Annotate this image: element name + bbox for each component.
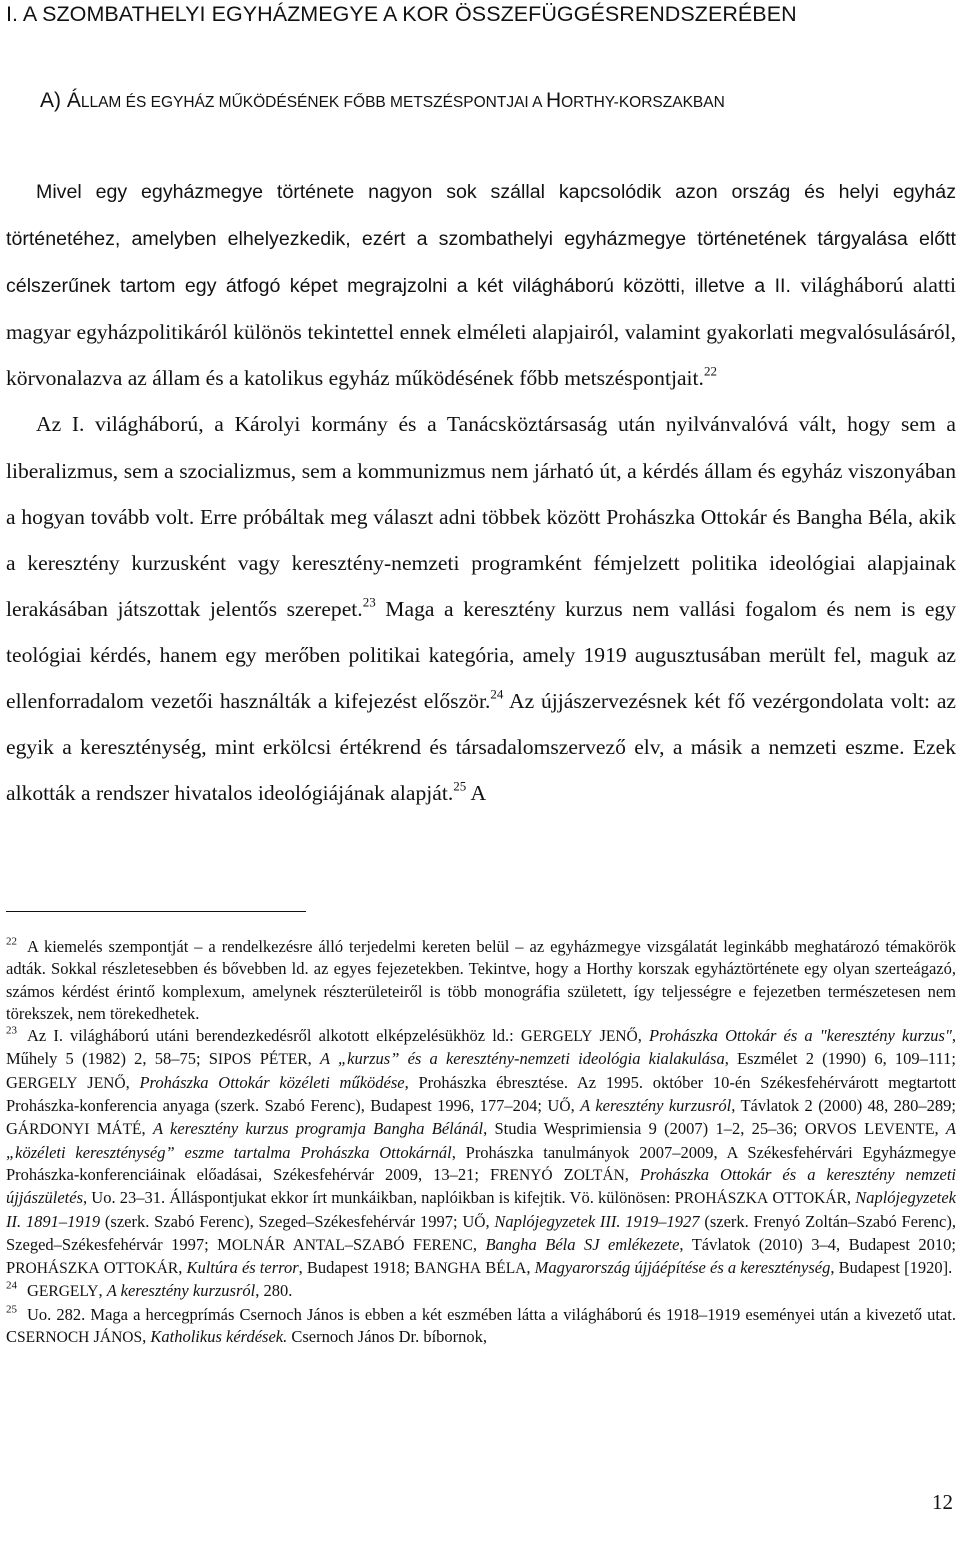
author-smallcaps: ÁNOS <box>99 1329 143 1347</box>
author-smallcaps: TTOKÁR <box>784 1190 847 1208</box>
author-smallcaps: ENŐ <box>605 1028 638 1046</box>
footnote-text: L <box>856 1119 875 1139</box>
author-smallcaps: ZABÓ <box>362 1236 405 1254</box>
footnote-text: , <box>141 1119 153 1139</box>
body-text-run: A <box>470 781 487 806</box>
author-smallcaps: ROHÁSZKA <box>15 1260 100 1278</box>
footnote-text: , <box>485 1211 495 1231</box>
author-smallcaps: OLTÁN <box>573 1166 625 1184</box>
author-smallcaps: ERGELY <box>38 1283 99 1301</box>
footnote-ref-25[interactable]: 25 <box>453 778 467 794</box>
page-number: 12 <box>932 1490 953 1514</box>
footnote-text: , Uo. 23–31. Álláspontjukat ekkor írt munkáikban, naplóikban is kifejtik. Vö. különösen: P <box>83 1188 684 1208</box>
chapter-title-text: I. A SZOMBATHELYI EGYHÁZMEGYE A KOR ÖSSZEFÜGGÉSRENDSZERÉBEN <box>6 2 797 26</box>
author-smallcaps: ÉLA <box>496 1260 527 1278</box>
footnote-text: A <box>285 1234 305 1254</box>
footnotes <box>6 936 956 1349</box>
footnote-text: , Prohászka ébresztése. Az 1995. október 10-én Székesfehérvárott megtartott Prohászka-konferencia anyaga (szerk. Szabó Ferenc), Budapest 1996, 177–204; U <box>6 1072 957 1116</box>
footnote-text: M <box>89 1119 112 1139</box>
footnote-text: J <box>592 1026 606 1046</box>
author-smallcaps: ENŐ <box>93 1074 126 1092</box>
footnote-text: O <box>768 1188 785 1208</box>
footnote-text: , <box>570 1096 581 1116</box>
footnote-text: P <box>251 1049 269 1069</box>
footnote-text: , <box>98 1281 107 1301</box>
author-smallcaps: ERGELY <box>17 1074 78 1092</box>
body-paragraph-2 <box>6 401 956 816</box>
footnote-text: Z <box>552 1164 574 1184</box>
footnote-text: –S <box>344 1234 363 1254</box>
footnote-text: Uo. 282. Maga a hercegprímás Csernoch János is ebben a két eszmében látta a világháború és 1918–1919 eseményei után a kivezető utat. C <box>6 1304 956 1347</box>
footnote-text: , <box>846 1188 856 1208</box>
author-smallcaps: SERNOCH <box>17 1329 90 1347</box>
footnote-25 <box>6 1304 956 1350</box>
work-title: Naplójegyzetek III. 1919–1927 <box>494 1211 700 1231</box>
author-smallcaps: IPOS <box>217 1051 252 1069</box>
footnote-text: , <box>125 1072 140 1092</box>
footnote-23 <box>6 1025 956 1280</box>
footnote-text: Az I. világháború utáni berendezkedésről alkotott elképzelésükhöz ld.: G <box>27 1026 533 1046</box>
footnote-text: , Budapest [1920]. <box>830 1258 953 1278</box>
section-title-part: A) Á <box>40 89 81 112</box>
section-title-part: H <box>545 89 562 112</box>
author-smallcaps: ÁTÉ <box>111 1121 142 1139</box>
footnote-text: , Távlatok 2 (2000) 48, 280–289; G <box>6 1096 957 1139</box>
work-title: Naplójegyzetek II. 1891–1919 <box>6 1188 956 1231</box>
footnote-text: B <box>481 1258 497 1278</box>
work-title: A keresztény kurzusról <box>580 1096 732 1116</box>
footnote-text: , Budapest 1918; B <box>298 1258 426 1278</box>
body-text-run: Az újjászervezésnek két fő vezérgondolata volt: az egyik a kereszténység, mint erkölcsi értékrend és társadalomszervező elv, a másik a nemzeti eszme. Ezek alkották a rendszer hivatalos ideológiájának alapját. <box>6 689 956 806</box>
author-smallcaps: ÉTER <box>268 1051 308 1069</box>
footnote-text: , <box>472 1234 486 1254</box>
footnote-text: , Prohászka tanulmányok 2007–2009, A Székesfehérvári Egyházmegye Prohászka-konferenciáinak előadásai, Székesfehérvár 2009, 13–21; F <box>6 1142 957 1184</box>
work-title: Kultúra és terror <box>186 1258 299 1278</box>
footnote-text: , Eszmélet 2 (1990) 6, 109–111; G <box>6 1049 956 1092</box>
footnote-text: A kiemelés szempontját – a rendelkezésre álló terjedelmi kereten belül – az egyházmegye vizsgálatát leginkább meghatározó témakörök adták. Sokkal részletesebben és bővebben ld. az egyes fejezetekben. Tekintve, hogy a Horthy korszak egyháztörténete egy olyan szerteágazó, számos kérdést érintő komplexum, amelynek részterületeiről is több monográfia született, így teljességre e fejezetben természetesen nem törekszek, nem törekedhetek. <box>6 937 956 1023</box>
footnote-text: , <box>307 1049 320 1069</box>
author-smallcaps: ROHÁSZKA <box>683 1190 769 1208</box>
work-title: Bangha Béla SJ emlékezete <box>485 1234 680 1254</box>
footnote-text: , <box>934 1119 946 1139</box>
footnote-text: J <box>77 1072 94 1092</box>
author-smallcaps: Ő <box>559 1098 571 1116</box>
footnote-ref-23[interactable]: 23 <box>362 594 376 610</box>
footnote-number: 25 <box>6 1303 17 1316</box>
footnote-text: J <box>89 1327 100 1347</box>
section-title-smallcaps: ORTHY-KORSZAKBAN <box>561 94 725 111</box>
author-smallcaps: NTAL <box>304 1236 345 1254</box>
body-text-run: Maga a keresztény kurzus nem vallási fogalom és nem is egy teológiai kérdés, hanem egy merőben politikai kategória, amely 1919 augusztusában merült fel, maguk az ellenforradalom vezetői használták a kifejezést először. <box>6 596 957 714</box>
work-title: A „közéleti kereszténység” eszme tartalma Prohászka Ottokárnál <box>6 1119 957 1162</box>
footnote-text: (szerk. Frenyó Zoltán–Szabó Ferenc), Szeged–Székesfehérvár 1997; M <box>6 1211 956 1254</box>
chapter-title <box>6 2 956 27</box>
author-smallcaps: EVENTE <box>874 1121 935 1139</box>
footnote-text: , Műhely 5 (1982) 2, 58–75; S <box>6 1026 957 1069</box>
author-smallcaps: TTOKÁR <box>115 1260 179 1278</box>
work-title: Magyarország újjáépítése és a kereszténység <box>534 1258 831 1278</box>
body-text-run: világháború alatti magyar egyházpolitikáról különös tekintettel ennek elméleti alapjairól, valamint gyakorlati megvalósulásáról, körvonalazva az állam és a katolikus egyház működésének főbb metszéspontjait. <box>6 273 956 391</box>
author-smallcaps: RVOS <box>816 1121 857 1139</box>
footnote-ref-24[interactable]: 24 <box>490 686 504 702</box>
footnote-24 <box>6 1280 956 1303</box>
author-smallcaps: OLNÁR <box>231 1236 286 1254</box>
section-title <box>40 89 940 113</box>
author-smallcaps: ERGELY <box>532 1028 593 1046</box>
author-smallcaps: ERENC <box>422 1236 473 1254</box>
footnote-text: (szerk. Szabó Ferenc), Szeged–Székesfehérvár 1997; U <box>100 1211 475 1231</box>
footnote-text: O <box>99 1258 116 1278</box>
footnote-text: , <box>526 1258 535 1278</box>
footnote-22 <box>6 936 956 1025</box>
work-title: A keresztény kurzusról <box>106 1281 256 1301</box>
author-smallcaps: ANGHA <box>425 1260 482 1278</box>
work-title: Prohászka Ottokár közéleti működése <box>139 1072 405 1092</box>
footnote-text: Csernoch János Dr. bíbornok, <box>287 1327 488 1347</box>
footnote-number: 22 <box>6 935 17 948</box>
footnote-text: , 280. <box>255 1281 293 1301</box>
author-smallcaps: Ő <box>474 1213 486 1231</box>
footnote-ref-22[interactable]: 22 <box>703 363 717 379</box>
section-title-smallcaps: LLAM ÉS EGYHÁZ MŰKÖDÉSÉNEK FŐBB METSZÉSPONTJAI A <box>80 94 546 111</box>
author-smallcaps: ÁRDONYI <box>17 1121 90 1139</box>
work-title: Katholikus kérdések. <box>150 1327 288 1347</box>
footnote-text: , <box>637 1026 649 1046</box>
footnote-separator <box>6 911 306 912</box>
footnote-text: , <box>624 1164 640 1184</box>
author-smallcaps: RENYÓ <box>499 1166 553 1184</box>
work-title: A „kurzus” és a keresztény-nemzeti ideológia kialakulása <box>319 1049 725 1069</box>
footnote-text: , <box>142 1327 151 1347</box>
body-paragraph-1 <box>6 168 956 401</box>
footnote-number: 24 <box>6 1279 17 1292</box>
body-text <box>6 168 956 816</box>
footnote-text: G <box>27 1281 39 1301</box>
work-title: Prohászka Ottokár és a "keresztény kurzus" <box>648 1026 952 1046</box>
body-text-sans-run: Mivel egy egyházmegye története nagyon sok szállal kapcsolódik azon ország és helyi egyház történetéhez, amelyben elhelyezkedik, ezért a szombathelyi egyházmegye történetének tárgyalása előtt célszerűnek tartom egy átfogó képet megrajzolni a két világháború közötti, illetve a II. <box>6 181 956 298</box>
body-text-run: Az I. világháború, a Károlyi kormány és a Tanácsköztársaság után nyilvánvalóvá vált, hogy sem a liberalizmus, sem a szocializmus, sem a kommunizmus nem járható út, a kérdés állam és egyház viszonyában a hogyan tovább volt. Erre próbáltak meg választ adni többek között Prohászka Ottokár és Bangha Béla, akik a keresztény kurzusként vagy keresztény-nemzeti programként fémjelzett politika ideológiai alapjainak lerakásában játszottak jelentős szerepet. <box>6 412 956 621</box>
footnote-number: 23 <box>6 1024 17 1037</box>
footnote-text: , <box>178 1258 187 1278</box>
work-title: Prohászka Ottokár és a keresztény nemzeti újjászületés <box>6 1164 957 1208</box>
footnote-text: F <box>404 1234 423 1254</box>
footnote-text: , Távlatok (2010) 3–4, Budapest 2010; P <box>6 1234 957 1278</box>
work-title: A keresztény kurzus programja Bangha Bélánál <box>152 1119 484 1139</box>
footnote-text: , Studia Wesprimiensia 9 (2007) 1–2, 25–36; O <box>483 1119 817 1139</box>
